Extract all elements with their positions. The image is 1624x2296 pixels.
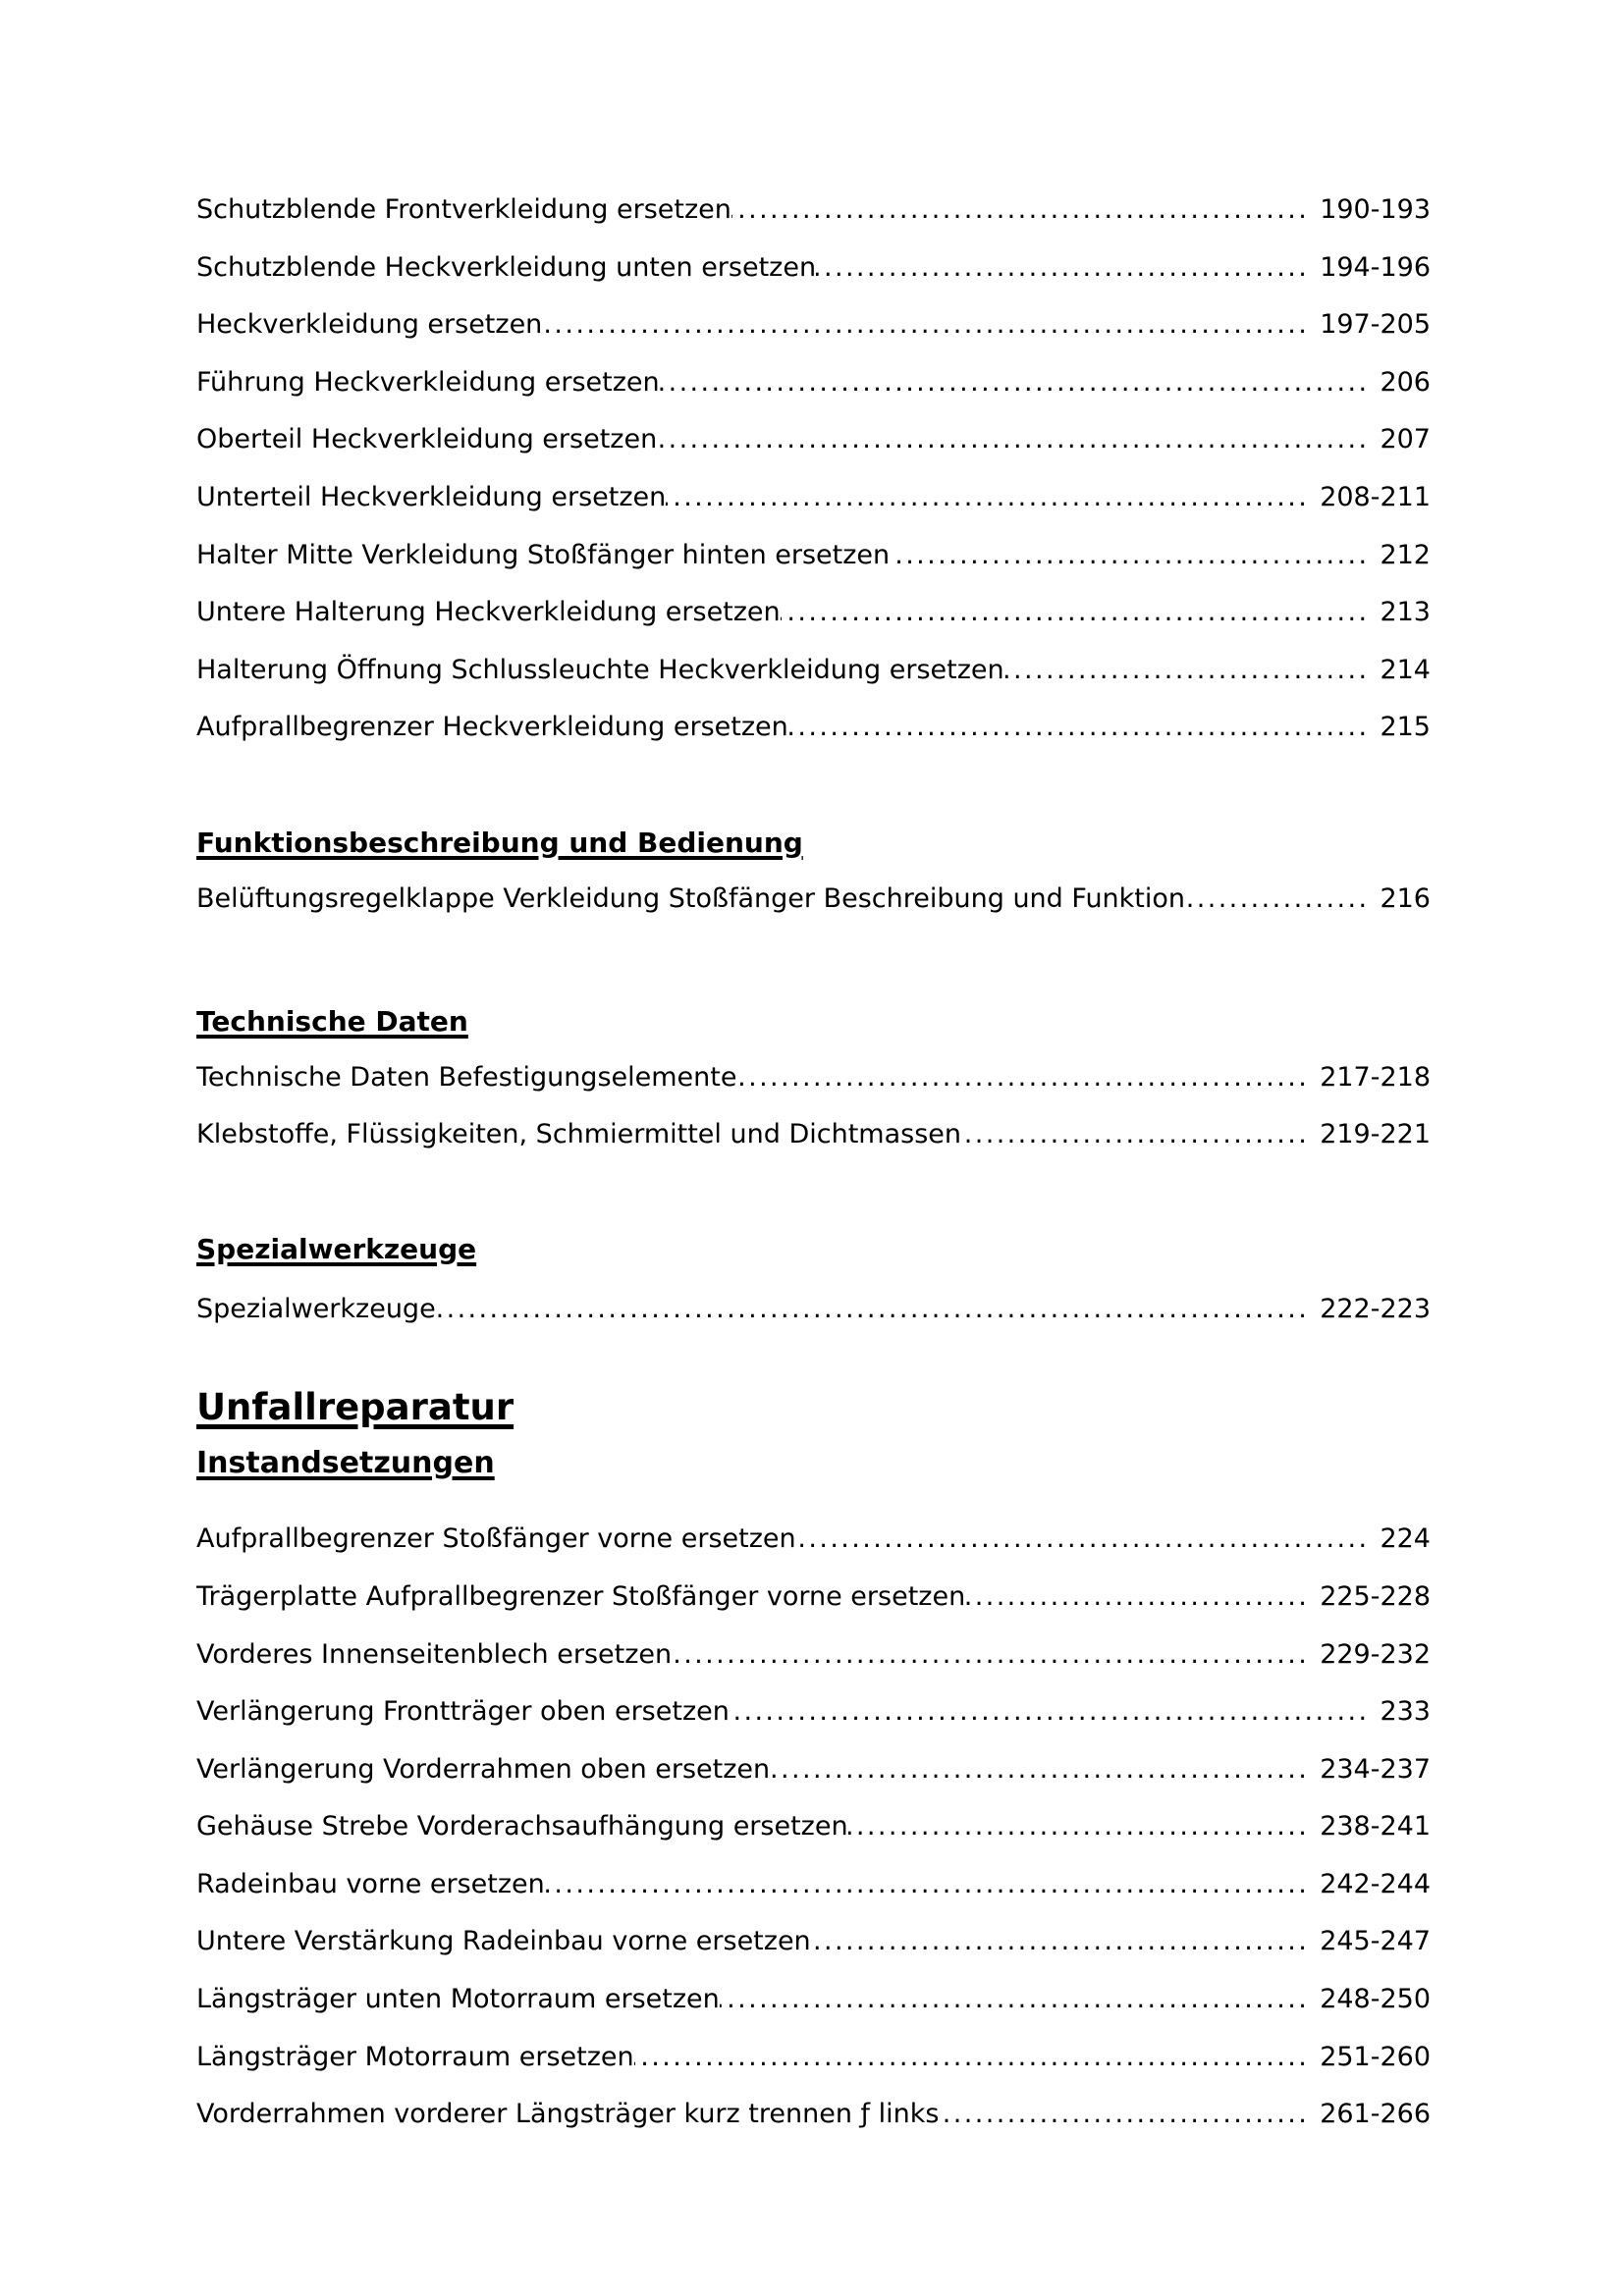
toc-entry-title: Technische Daten Befestigungselemente (196, 1061, 737, 1093)
dot-leader (436, 1281, 1310, 1339)
toc-entry-pages: 242-244 (1320, 1868, 1431, 1899)
toc-entry-pages: 238-241 (1320, 1811, 1431, 1842)
section-heading-technische-daten: Technische Daten (196, 1004, 468, 1038)
toc-entry (196, 642, 1431, 700)
dot-leader (811, 1913, 1310, 1971)
toc-entry-title: Klebstoffe, Flüssigkeiten, Schmiermittel und Dichtmassen (196, 1119, 961, 1150)
dot-leader (965, 1569, 1309, 1627)
section-subheading-instandsetzungen: Instandsetzungen (196, 1446, 495, 1481)
toc-entry-title: Heckverkleidung ersetzen (196, 309, 543, 341)
toc-entry-title: Schutzblende Heckverkleidung unten ersetzen (196, 251, 817, 283)
toc-entry-title: Verlängerung Vorderrahmen oben ersetzen (196, 1753, 771, 1785)
toc-entry-pages: 234-237 (1320, 1753, 1431, 1785)
toc-entry-title: Gehäuse Strebe Vorderachsaufhängung ersetzen (196, 1811, 848, 1842)
toc-entry (196, 584, 1431, 642)
toc-entry-pages: 248-250 (1320, 1984, 1431, 2015)
dot-leader (788, 699, 1370, 757)
toc-entry (196, 1106, 1431, 1164)
toc-entry-pages: 219-221 (1320, 1119, 1431, 1150)
toc-entry-pages: 208-211 (1320, 481, 1431, 512)
toc-entry-pages: 214 (1380, 654, 1431, 685)
dot-leader (781, 584, 1370, 642)
toc-entry (196, 411, 1431, 469)
toc-entry-title: Trägerplatte Aufprallbegrenzer Stoßfänger vorne ersetzen (196, 1580, 966, 1612)
toc-entry (196, 1683, 1431, 1741)
toc-entry-pages: 251-260 (1320, 2041, 1431, 2072)
toc-entry (196, 871, 1431, 929)
dot-leader (730, 1683, 1370, 1741)
toc-entry-pages: 217-218 (1320, 1061, 1431, 1093)
toc-entry (196, 1913, 1431, 1971)
toc-entry-title: Halter Mitte Verkleidung Stoßfänger hinten ersetzen (196, 539, 891, 570)
toc-entry (196, 2029, 1431, 2087)
toc-entry-title: Vorderes Innenseitenblech ersetzen (196, 1638, 673, 1670)
toc-entry-title: Radeinbau vorne ersetzen (196, 1868, 545, 1899)
section-heading-spezialwerkzeuge: Spezialwerkzeuge (196, 1232, 477, 1265)
toc-entry-pages: 212 (1380, 539, 1431, 570)
dot-leader (545, 1856, 1309, 1914)
toc-entry-pages: 216 (1380, 882, 1431, 914)
toc-entry (196, 182, 1431, 240)
toc-entry (196, 1511, 1431, 1569)
toc-entry-title: Schutzblende Frontverkleidung ersetzen (196, 194, 731, 225)
toc-entry (196, 1971, 1431, 2029)
toc-entry (196, 240, 1431, 297)
toc-entry-pages: 222-223 (1320, 1293, 1431, 1324)
toc-entry-title: Aufprallbegrenzer Stoßfänger vorne ersetzen (196, 1523, 796, 1555)
toc-entry-pages: 194-196 (1320, 251, 1431, 283)
toc-entry (196, 469, 1431, 527)
toc-entry-pages: 213 (1380, 597, 1431, 628)
toc-entry (196, 1569, 1431, 1627)
dot-leader (634, 2029, 1310, 2087)
dot-leader (542, 296, 1309, 354)
dot-leader (770, 1741, 1309, 1799)
toc-entry-title: Verlängerung Frontträger oben ersetzen (196, 1696, 730, 1728)
toc-entry (196, 1627, 1431, 1684)
toc-entry-title: Unterteil Heckverkleidung ersetzen (196, 481, 667, 512)
toc-entry-title: Oberteil Heckverkleidung ersetzen (196, 424, 658, 455)
toc-entry (196, 527, 1431, 585)
dot-leader (736, 1049, 1309, 1107)
dot-leader (939, 2086, 1309, 2144)
toc-entry-pages: 206 (1380, 366, 1431, 398)
dot-leader (731, 182, 1309, 240)
toc-entry (196, 1856, 1431, 1914)
dot-leader (657, 411, 1369, 469)
toc-entry-title: Längsträger unten Motorraum ersetzen (196, 1984, 720, 2015)
toc-entry-title: Halterung Öffnung Schlussleuchte Heckverkleidung ersetzen (196, 654, 1004, 685)
toc-entry-title: Untere Verstärkung Radeinbau vorne ersetzen (196, 1926, 811, 1957)
toc-entry-pages: 215 (1380, 712, 1431, 743)
section-heading-funktionsbeschreibung: Funktionsbeschreibung und Bedienung (196, 826, 803, 859)
toc-entry-pages: 245-247 (1320, 1926, 1431, 1957)
toc-entry-pages: 229-232 (1320, 1638, 1431, 1670)
toc-entry-pages: 261-266 (1320, 2099, 1431, 2130)
toc-entry (196, 1798, 1431, 1856)
dot-leader (1004, 642, 1370, 700)
toc-entry-title: Aufprallbegrenzer Heckverkleidung ersetzen (196, 712, 788, 743)
toc-entry (196, 2086, 1431, 2144)
toc-entry (196, 1741, 1431, 1799)
toc-entry-title: Vorderrahmen vorderer Längsträger kurz trennen ƒ links (196, 2099, 940, 2130)
dot-leader (1185, 871, 1369, 929)
section-heading-unfallreparatur: Unfallreparatur (196, 1386, 514, 1429)
toc-entry (196, 1281, 1431, 1339)
toc-entry-title: Spezialwerkzeuge (196, 1293, 436, 1324)
toc-entry-title: Längsträger Motorraum ersetzen (196, 2041, 634, 2072)
toc-entry-title: Führung Heckverkleidung ersetzen (196, 366, 660, 398)
toc-entry (196, 699, 1431, 757)
toc-entry-title: Untere Halterung Heckverkleidung ersetzen (196, 597, 781, 628)
toc-entry-pages: 197-205 (1320, 309, 1431, 341)
dot-leader (660, 354, 1370, 412)
toc-entry-pages: 225-228 (1320, 1580, 1431, 1612)
dot-leader (961, 1106, 1309, 1164)
dot-leader (848, 1798, 1310, 1856)
dot-leader (666, 469, 1309, 527)
toc-entry-pages: 224 (1380, 1523, 1431, 1555)
toc-entry (196, 296, 1431, 354)
dot-leader (796, 1511, 1370, 1569)
dot-leader (672, 1627, 1309, 1684)
toc-entry-title: Belüftungsregelklappe Verkleidung Stoßfänger Beschreibung und Funktion (196, 882, 1186, 914)
toc-entry (196, 354, 1431, 412)
toc-entry-pages: 207 (1380, 424, 1431, 455)
dot-leader (816, 240, 1309, 297)
toc-entry (196, 1049, 1431, 1107)
dot-leader (720, 1971, 1309, 2029)
toc-entry-pages: 190-193 (1320, 194, 1431, 225)
dot-leader (890, 527, 1369, 585)
toc-entry-pages: 233 (1380, 1696, 1431, 1728)
